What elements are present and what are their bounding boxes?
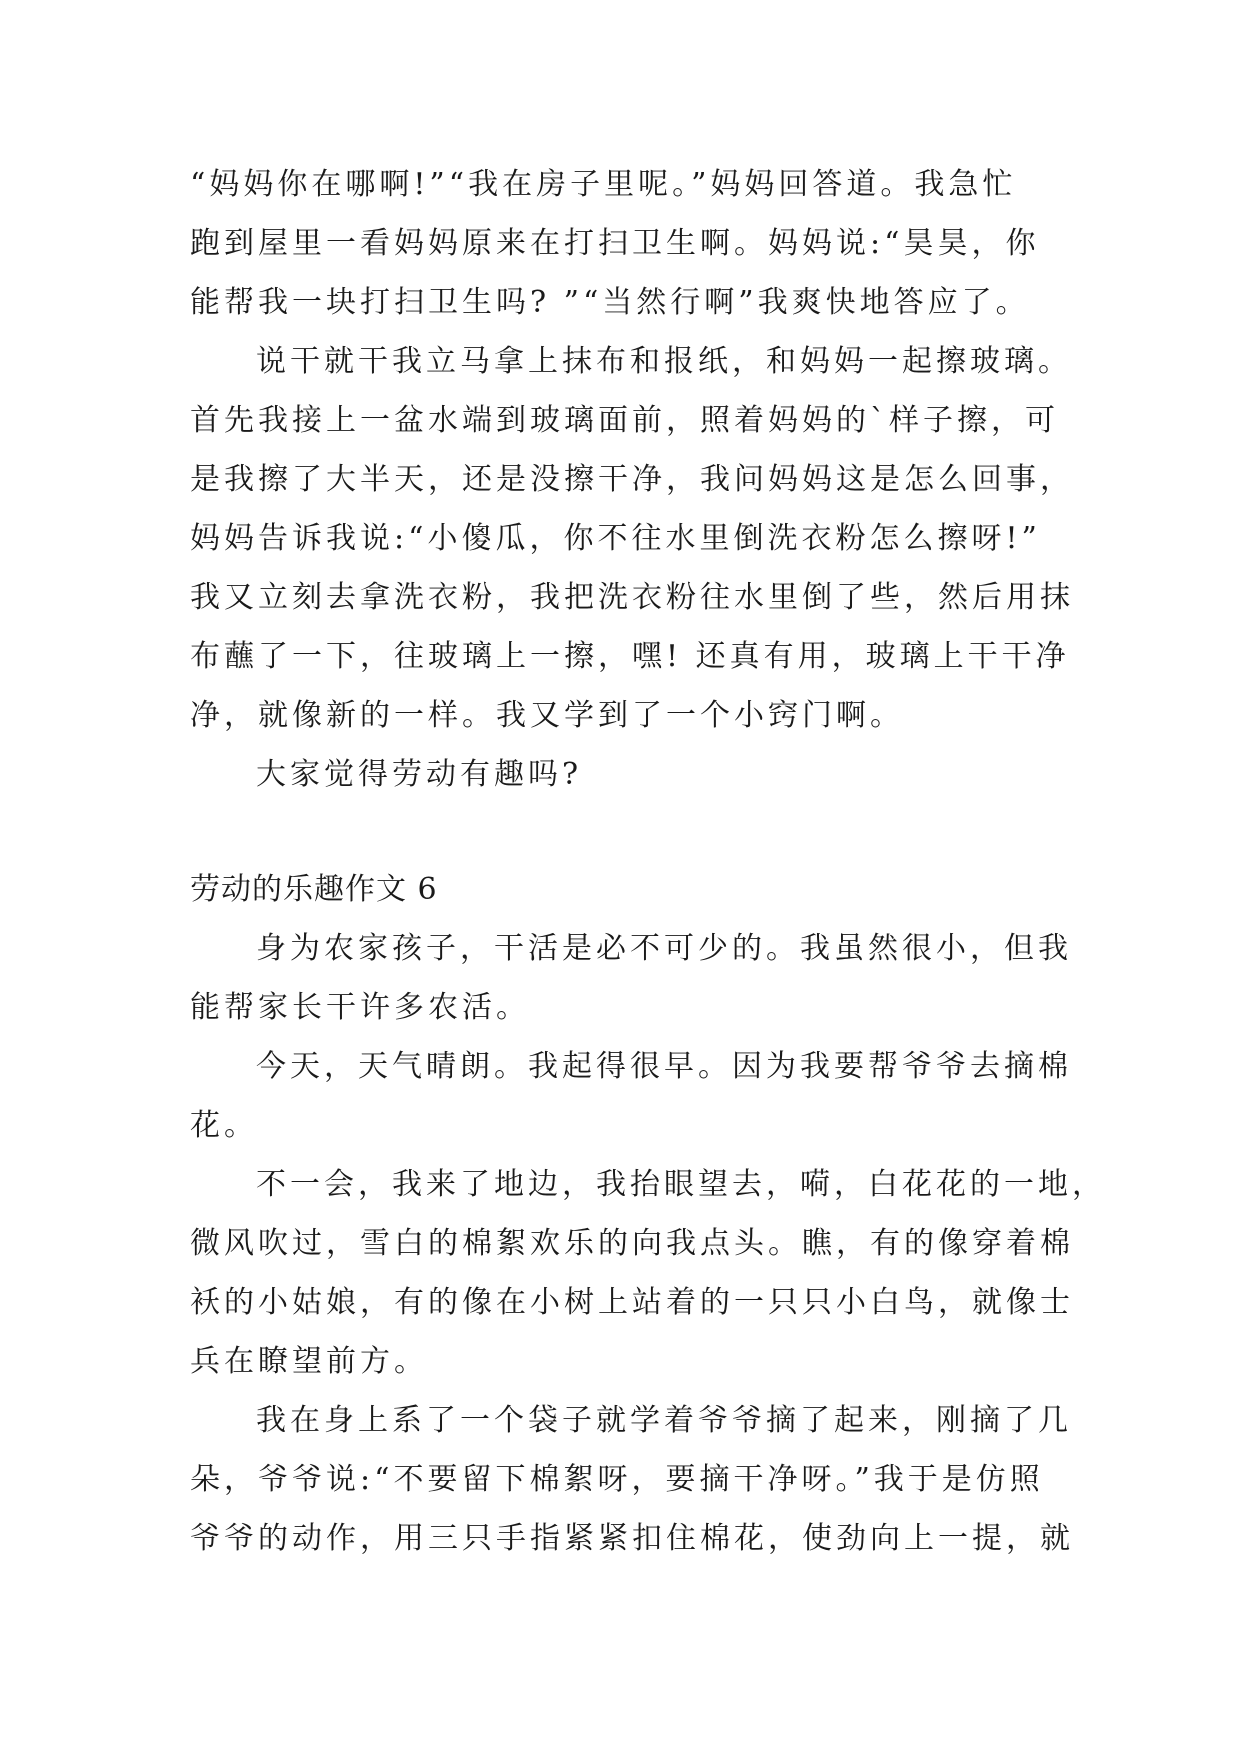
text-line: 花。 [190, 1108, 258, 1143]
paragraph [190, 745, 1050, 804]
text-line: 今天，天气晴朗。我起得很早。因为我要帮爷爷去摘棉 [256, 1049, 1072, 1084]
text-line: 兵在瞭望前方。 [190, 1344, 428, 1379]
text-line: 身为农家孩子，干活是必不可少的。我虽然很小，但我 [256, 931, 1072, 966]
paragraph [190, 1037, 1072, 1155]
text-line: “妈妈你在哪啊!”“我在房子里呢。”妈妈回答道。我急忙 [190, 167, 1017, 202]
text-line: 布蘸了一下，往玻璃上一擦，嘿! 还真有用，玻璃上干干净 [190, 639, 1070, 674]
text-line: 微风吹过，雪白的棉絮欢乐的向我点头。瞧，有的像穿着棉 [190, 1226, 1074, 1261]
text-line: 袄的小姑娘，有的像在小树上站着的一只只小白鸟，就像士 [190, 1285, 1074, 1320]
text-line: 不一会，我来了地边，我抬眼望去，嗬，白花花的一地， [256, 1167, 1106, 1202]
text-line: 能帮家长干许多农活。 [190, 990, 530, 1025]
section-heading: 劳动的乐趣作文 6 [190, 872, 438, 907]
paragraph [190, 332, 1074, 745]
text-line: 我在身上系了一个袋子就学着爷爷摘了起来，刚摘了几 [256, 1403, 1072, 1438]
text-line: 首先我接上一盆水端到玻璃面前，照着妈妈的`样子擦，可 [190, 403, 1059, 438]
text-line: 朵，爷爷说:“不要留下棉絮呀，要摘干净呀。”我于是仿照 [190, 1462, 1044, 1497]
paragraph [190, 1391, 1074, 1568]
section-gap [190, 804, 1050, 860]
paragraph [190, 1155, 1106, 1391]
text-line: 大家觉得劳动有趣吗? [256, 757, 583, 792]
text-line: 净，就像新的一样。我又学到了一个小窍门啊。 [190, 698, 904, 733]
text-line: 跑到屋里一看妈妈原来在打扫卫生啊。妈妈说:“昊昊，你 [190, 226, 1040, 261]
document-page [190, 155, 1106, 1568]
paragraph [190, 155, 1050, 332]
text-line: 我又立刻去拿洗衣粉，我把洗衣粉往水里倒了些，然后用抹 [190, 580, 1074, 615]
text-line: 妈妈告诉我说:“小傻瓜，你不往水里倒洗衣粉怎么擦呀!” [190, 521, 1041, 556]
text-line: 能帮我一块打扫卫生吗? ”“当然行啊”我爽快地答应了。 [190, 285, 1030, 320]
text-line: 是我擦了大半天，还是没擦干净，我问妈妈这是怎么回事， [190, 462, 1074, 497]
text-line: 爷爷的动作，用三只手指紧紧扣住棉花，使劲向上一提，就 [190, 1521, 1074, 1556]
text-line: 说干就干我立马拿上抹布和报纸，和妈妈一起擦玻璃。 [256, 344, 1072, 379]
paragraph [190, 919, 1072, 1037]
